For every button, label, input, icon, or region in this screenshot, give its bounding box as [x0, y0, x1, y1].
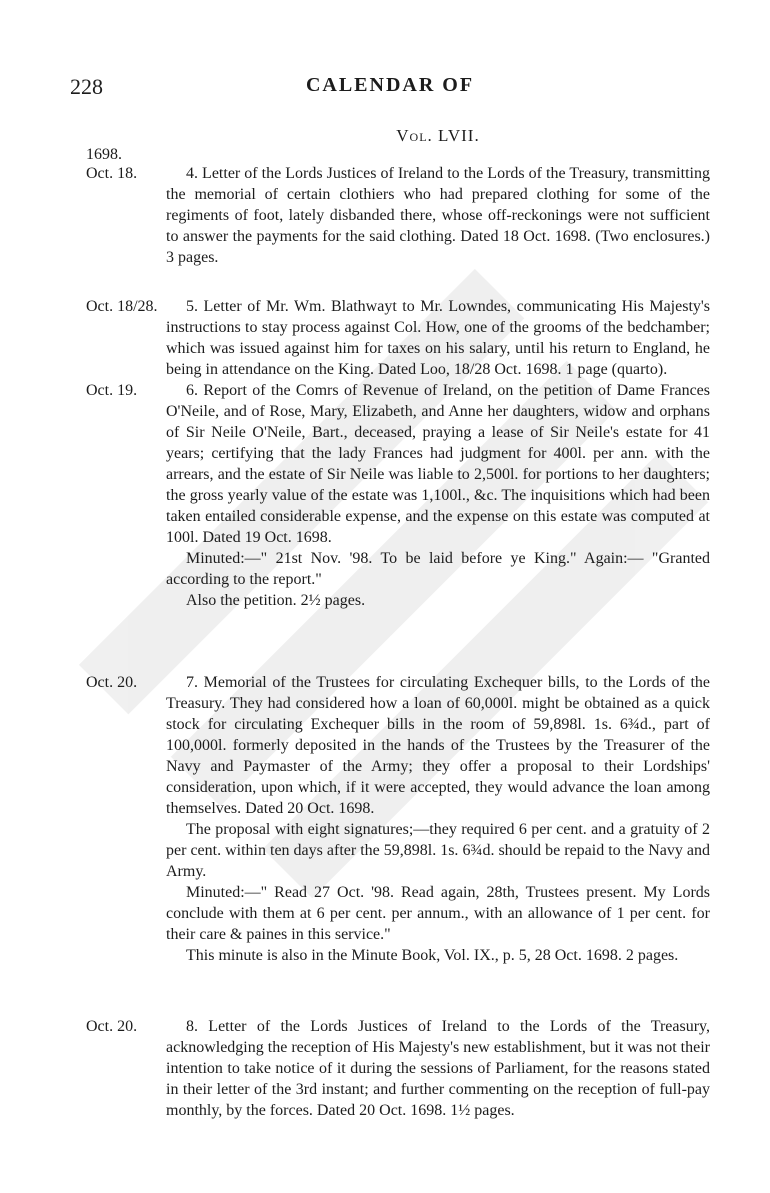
entry-note: Also the petition. 2½ pages.	[186, 592, 366, 609]
entry-date: Oct. 18.	[86, 165, 138, 182]
entry-paragraph: 6. Report of the Comrs of Revenue of Ireland, on the petition of Dame Frances O'Neile, and of Rose, Mary, Elizabeth, and Anne her daughters, widow and orphans of Sir Neile O'Neile, Bart., deceased, praying a lease of Sir Neile's estate for 41 years; certifying that the lady Frances had judgment for 400l. per ann. with the arrears, and the estate of Sir Neile was liable to 2,500l. for portions to her daughters; the gross yearly value of the estate was 1,100l., &c. The inquisitions which had been taken entailed considerable expense, and the expense on this estate was computed at 100l. Dated 19 Oct. 1698.	[166, 382, 710, 546]
page-number: 228	[70, 74, 103, 99]
entry-text	[166, 163, 710, 268]
entry-minute: Minuted:—" 21st Nov. '98. To be laid before ye King." Again:— "Granted according to the report."	[166, 550, 710, 588]
page-header	[70, 74, 710, 104]
running-title: CALENDAR OF	[305, 74, 475, 96]
entry-text	[166, 672, 710, 966]
entry-minute: Minuted:—" Read 27 Oct. '98. Read again, 28th, Trustees present. My Lords conclude with them at 6 per cent. per annum., with an allowance of 1 per cent. for their care & paines in this service."	[166, 884, 710, 943]
entry-date: Oct. 19.	[86, 382, 138, 399]
entry-paragraph: 5. Letter of Mr. Wm. Blathwayt to Mr. Lowndes, communicating His Majesty's instructions to stay process against Col. How, one of the grooms of the bedchamber; which was issued against him for taxes on his salary, until his return to England, he being in attendance on the King. Dated Loo, 18/28 Oct. 1698. 1 page (quarto).	[166, 298, 710, 378]
entry-paragraph: 4. Letter of the Lords Justices of Ireland to the Lords of the Treasury, transmitting the memorial of certain clothiers who had prepared clothing for some of the regiments of foot, lately disbanded there, whose off-reckonings were not sufficient to answer the payments for the said clothing. Dated 18 Oct. 1698. (Two enclosures.) 3 pages.	[166, 165, 710, 266]
entry-text	[166, 380, 710, 611]
entry-date: Oct. 20.	[86, 1018, 138, 1035]
entry-paragraph: 7. Memorial of the Trustees for circulating Exchequer bills, to the Lords of the Treasury. They had considered how a loan of 60,000l. might be obtained as a quick stock for circulating Exchequer bills in the room of 59,898l. 1s. 6¾d., part of 100,000l. formerly deposited in the hands of the Trustees by the Treasurer of the Navy and Paymaster of the Army; they offer a proposal to their Lordships' consideration, upon which, if it were accepted, they would advance the loan among themselves. Dated 20 Oct. 1698.	[166, 674, 710, 817]
entry-paragraph: 8. Letter of the Lords Justices of Ireland to the Lords of the Treasury, acknowledging the reception of His Majesty's new establishment, but it was not their intention to take notice of it during the sessions of Parliament, for the reasons stated in their letter of the 3rd instant; and further commenting on the reception of full-pay monthly, by the forces. Dated 20 Oct. 1698. 1½ pages.	[166, 1018, 710, 1119]
volume-heading: Vol. LVII.	[396, 126, 480, 145]
year-label: 1698.	[86, 146, 122, 163]
entry-text	[166, 296, 710, 380]
entry-proposal: The proposal with eight signatures;—they required 6 per cent. and a gratuity of 2 per cent. within ten days after the 59,898l. 1s. 6¾d. should be repaid to the Navy and Army.	[166, 821, 710, 880]
entry-date: Oct. 18/28.	[86, 298, 158, 315]
entry-note: This minute is also in the Minute Book, Vol. IX., p. 5, 28 Oct. 1698. 2 pages.	[186, 947, 679, 964]
entry-text	[166, 1016, 710, 1121]
entry-date: Oct. 20.	[86, 674, 138, 691]
